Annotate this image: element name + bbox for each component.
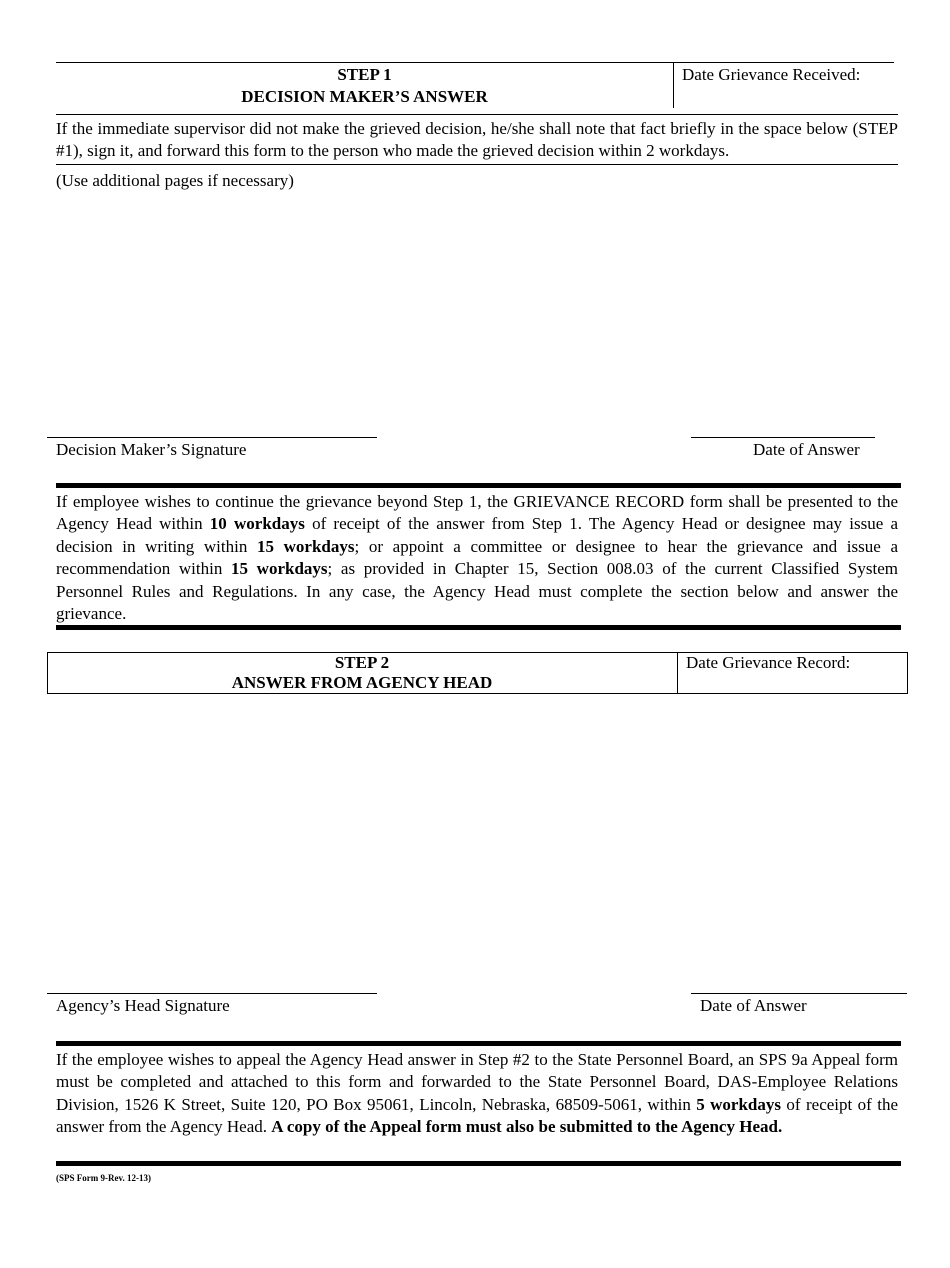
step2-answer-area[interactable] (56, 700, 898, 986)
step1-top-rule (56, 62, 894, 63)
step1-title: STEP 1 (337, 65, 392, 84)
step1-signature-line (47, 437, 377, 438)
step1-subtitle: DECISION MAKER’S ANSWER (241, 87, 488, 106)
continuation-workdays-10: 10 workdays (209, 514, 305, 534)
appeal-bottom-thick-rule (56, 1161, 901, 1166)
continuation-workdays-15a: 15 workdays (256, 536, 355, 556)
step2-subtitle: ANSWER FROM AGENCY HEAD (231, 673, 493, 692)
appeal-paragraph (56, 1049, 898, 1139)
step1-date-line (691, 437, 875, 438)
step2-date-of-answer-label: Date of Answer (700, 996, 807, 1015)
continuation-bottom-thick-rule (56, 625, 901, 630)
continuation-paragraph (56, 491, 898, 625)
appeal-copy-notice: A copy of the Appeal form must also be submitted to the Agency Head. (271, 1117, 783, 1137)
continuation-workdays-15b: 15 workdays (231, 559, 328, 579)
appeal-text-2: of receipt of the answer from the Agency Head. (56, 1094, 898, 1137)
step2-date-line (691, 993, 907, 994)
continuation-text-4: ; as provided in Chapter 15, Section 008.03 of the current Classified System Personnel Rules and Regulations. In any case, the Agency Head must complete the section below and answer the grievance. (56, 559, 898, 624)
appeal-workdays-5: 5 workdays (696, 1094, 782, 1114)
continuation-text-2: of receipt of the answer from Step 1. The Agency Head or designee may issue a decision in writing within (56, 514, 898, 556)
appeal-top-thick-rule (56, 1041, 901, 1046)
step2-header-divider (677, 652, 678, 694)
step1-date-received-label: Date Grievance Received: (682, 65, 861, 84)
step1-signature-label: Decision Maker’s Signature (56, 440, 247, 459)
continuation-text-1: If employee wishes to continue the grievance beyond Step 1, the GRIEVANCE RECORD form shall be presented to the Agency Head within (56, 492, 898, 534)
step1-instructions-rule (56, 164, 898, 165)
step1-instructions: If the immediate supervisor did not make the grieved decision, he/she shall note that fact briefly in the space below (STEP #1), sign it, and forward this form to the person who made the grieved decision within 2 workdays. (56, 119, 898, 161)
form-id-footer: (SPS Form 9-Rev. 12-13) (56, 1173, 151, 1183)
step2-date-record-label: Date Grievance Record: (686, 653, 851, 672)
step1-header-divider (673, 62, 674, 108)
step1-additional-pages-note: (Use additional pages if necessary) (56, 171, 294, 190)
step2-signature-line (47, 993, 377, 994)
appeal-text-1: If the employee wishes to appeal the Agency Head answer in Step #2 to the State Personnel Board, an SPS 9a Appeal form must be completed and attached to this form and forwarded to the State Personnel Board, DAS-Employee Relations Division, 1526 K Street, Suite 120, PO Box 95061, Lincoln, Nebraska, 68509-5061, within (56, 1050, 898, 1114)
step1-answer-area[interactable] (56, 196, 898, 432)
step1-date-of-answer-label: Date of Answer (753, 440, 860, 459)
step2-signature-label: Agency’s Head Signature (56, 996, 230, 1015)
continuation-text-3: ; or appoint a committee or designee to hear the grievance and issue a recommendation within (56, 536, 898, 579)
step2-title: STEP 2 (334, 653, 390, 672)
continuation-top-thick-rule (56, 483, 901, 488)
step1-header-bottom-rule (56, 114, 898, 115)
